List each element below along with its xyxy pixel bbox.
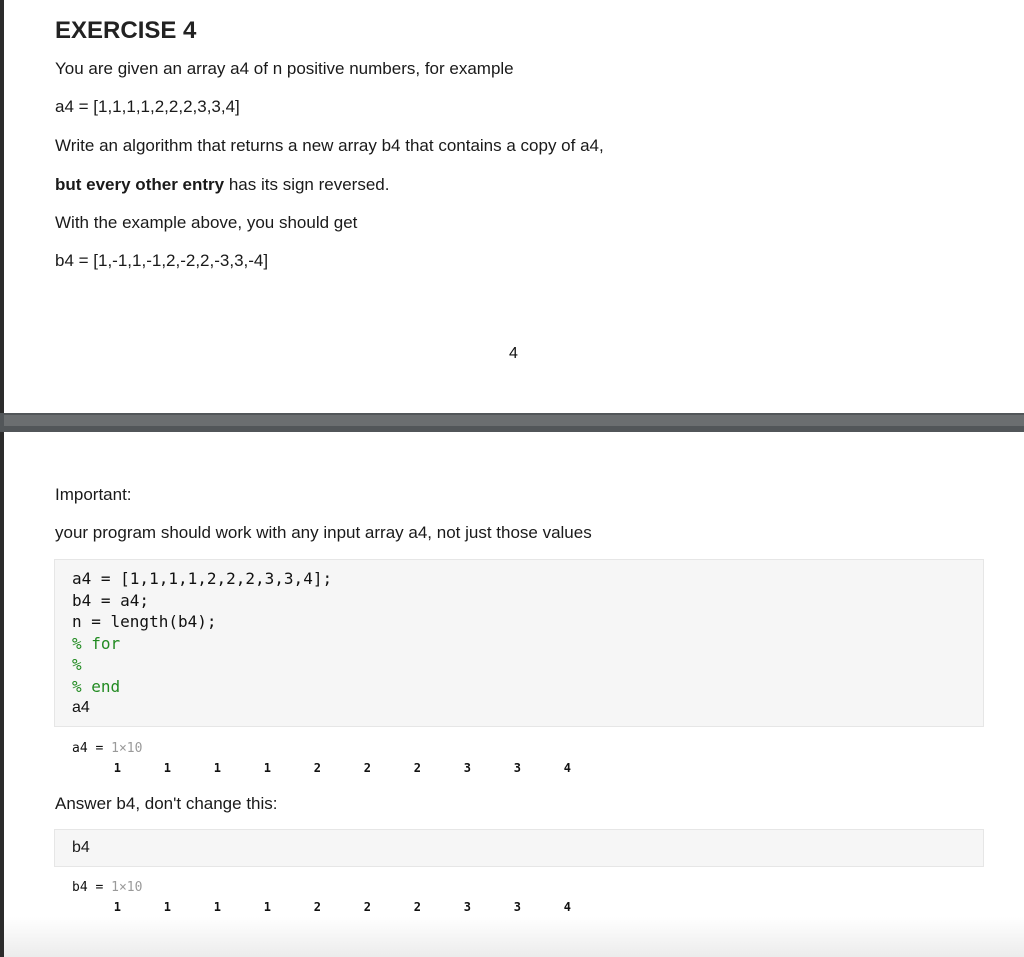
code-line: a4 = [1,1,1,1,2,2,2,3,3,4]; (72, 569, 333, 588)
output-value-cell: 4 (563, 761, 571, 775)
code-line: n = length(b4); (72, 612, 217, 631)
output-value-cell: 3 (513, 900, 521, 914)
output-value-cell: 2 (313, 761, 321, 775)
output-a4-dims: 1×10 (111, 741, 143, 756)
output-value-cell: 2 (413, 900, 421, 914)
code-comment: % end (72, 676, 121, 696)
output-value-cell: 2 (363, 761, 371, 775)
instruction-rest: has its sign reversed. (224, 175, 390, 194)
answer-code: b4 (72, 839, 90, 856)
code-line: b4 = a4; (72, 590, 150, 610)
output-value-cell: 1 (263, 761, 271, 775)
intro-line: You are given an array a4 of n positive numbers, for example (55, 59, 514, 78)
output-value-cell: 1 (113, 761, 121, 775)
code-comment: % for (72, 633, 121, 653)
output-value-cell: 3 (463, 900, 471, 914)
code-comment: % (72, 655, 82, 674)
output-b4-label: b4 = 1×10 (72, 880, 143, 895)
answer-code-cell[interactable] (54, 829, 984, 867)
instruction-line-2 (55, 175, 389, 195)
output-value-cell: 1 (263, 900, 271, 914)
page-gap (0, 413, 1024, 432)
output-value-cell: 1 (163, 761, 171, 775)
output-a4-label: a4 = 1×10 (72, 741, 143, 756)
output-value-cell: 1 (163, 900, 171, 914)
answer-instruction: Answer b4, don't change this: (55, 794, 278, 813)
output-value-cell: 1 (213, 900, 221, 914)
instruction-line: Write an algorithm that returns a new array b4 that contains a copy of a4, (55, 136, 604, 155)
output-value-cell: 4 (563, 900, 571, 914)
output-value-cell: 1 (113, 900, 121, 914)
code-line: a4 (72, 699, 90, 716)
bold-emphasis: but every other entry (55, 175, 225, 194)
pdf-page-2 (4, 432, 1024, 957)
page-number: 4 (509, 345, 518, 362)
exercise-title: EXERCISE 4 (55, 17, 197, 44)
pdf-page-1 (4, 0, 1024, 413)
example-a4-line: a4 = [1,1,1,1,2,2,2,3,3,4] (55, 97, 240, 116)
output-value-cell: 2 (413, 761, 421, 775)
expected-b4-line: b4 = [1,-1,1,-1,2,-2,2,-3,3,-4] (55, 251, 269, 270)
output-value-cell: 2 (363, 900, 371, 914)
bottom-shadow (4, 917, 1024, 957)
output-value-cell: 3 (463, 761, 471, 775)
output-value-cell: 3 (513, 761, 521, 775)
important-heading: Important: (55, 485, 132, 504)
output-value-cell: 1 (213, 761, 221, 775)
important-note: your program should work with any input array a4, not just those values (55, 523, 592, 542)
output-b4-dims: 1×10 (111, 880, 143, 895)
expected-intro-line: With the example above, you should get (55, 213, 358, 232)
code-cell[interactable] (54, 559, 984, 727)
output-value-cell: 2 (313, 900, 321, 914)
